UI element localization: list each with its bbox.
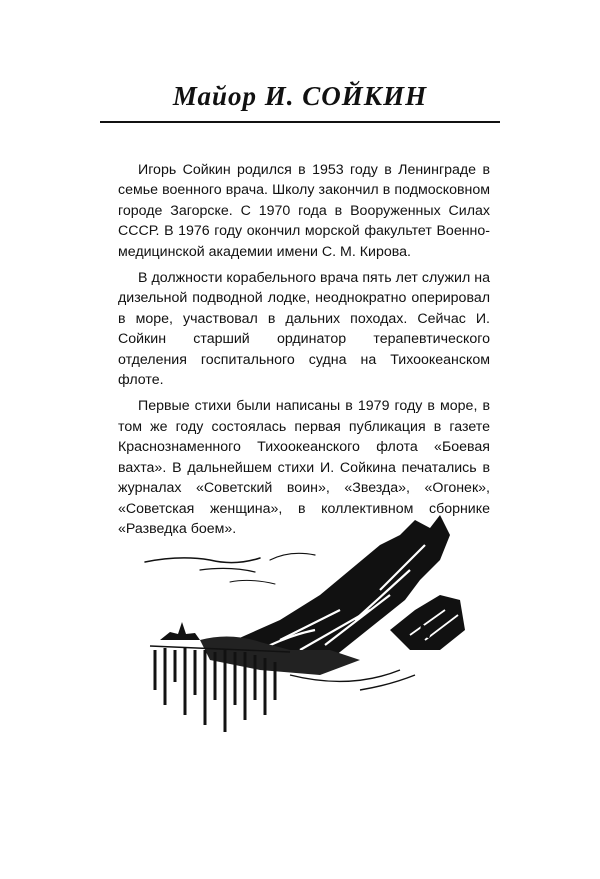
coastal-mountain-sketch-icon — [140, 500, 470, 750]
page-title: Майор И. СОЙКИН — [172, 81, 428, 111]
title-divider — [100, 121, 500, 123]
bio-paragraph-2: В должности корабельного врача пять лет служил на дизельной подводной лодке, неоднократно оперировал в море, участвовал в дальних походах. Сейчас И. Сойкин старший ординатор терапевтического отделения госпитального судна на Тихоокеанском флоте. — [118, 270, 490, 389]
author-biography — [118, 160, 490, 545]
bio-paragraph-1: Игорь Сойкин родился в 1953 году в Ленинграде в семье военного врача. Школу закончил в подмосковном городе Загорске. С 1970 года в Вооруженных Силах СССР. В 1976 году окончил морской факультет Военно-медицинской академии имени С. М. Кирова. — [118, 162, 490, 260]
bio-paragraph-3: Первые стихи были написаны в 1979 году в море, в том же году состоялась первая публикация в газете Краснознаменного Тихоокеанского флота «Боевая вахта». В дальнейшем стихи И. Сойкина печатались в журналах «Советский воин», «Звезда», «Огонек», «Советская женщина», в коллективном сборнике «Разведка боем». — [118, 398, 490, 537]
